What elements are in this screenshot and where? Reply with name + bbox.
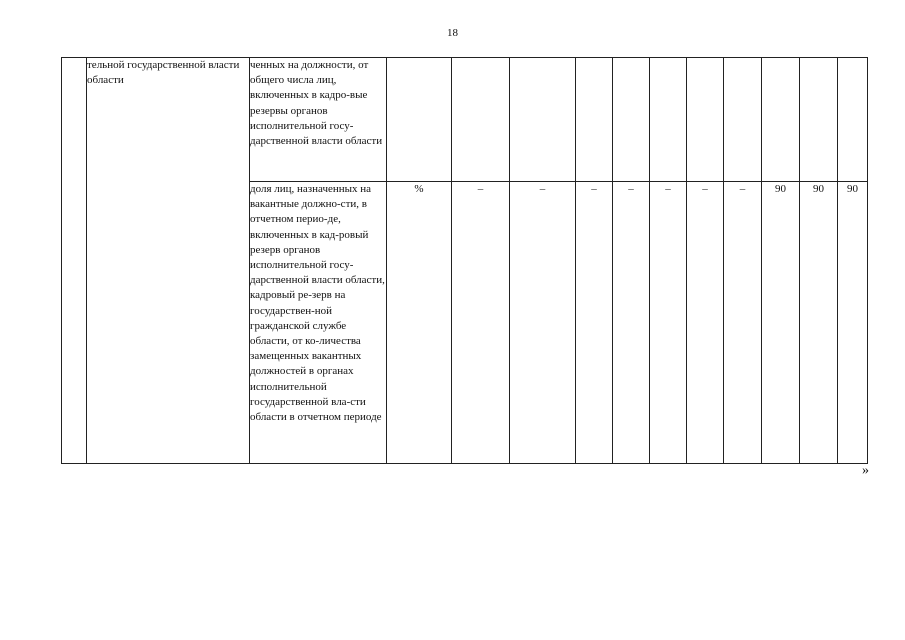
value-cell: – <box>452 182 510 464</box>
value-cell: – <box>613 182 650 464</box>
indicator-table <box>61 57 868 464</box>
value-cell: – <box>724 182 762 464</box>
table-row <box>62 58 868 182</box>
value-cell: – <box>576 182 613 464</box>
value-cell: – <box>650 182 687 464</box>
value-cell <box>800 58 838 182</box>
goal-cell: тельной государственной власти области <box>87 58 250 464</box>
closing-quote-mark: » <box>862 463 869 478</box>
indicator-cell: доля лиц, назначенных на вакантные должно-сти, в отчетном перио-де, включенных в кад-ровый резерв органов исполнительной госу-дарственной власти области, кадровый ре-зерв на государствен-ной гражданской службе области, от ко-личества замещенных вакантных должностей в органах исполнительной государственной вла-сти области в отчетном периоде <box>250 182 387 464</box>
value-cell <box>452 58 510 182</box>
value-cell <box>687 58 724 182</box>
value-cell: 90 <box>838 182 868 464</box>
page-number: 18 <box>447 27 458 39</box>
value-cell <box>762 58 800 182</box>
unit-cell <box>387 58 452 182</box>
unit-cell: % <box>387 182 452 464</box>
indicator-cell: ченных на должности, от общего числа лиц, включенных в кадро-вые резервы органов исполнительной госу-дарственной власти области <box>250 58 387 182</box>
value-cell: – <box>510 182 576 464</box>
value-cell: 90 <box>762 182 800 464</box>
value-cell <box>838 58 868 182</box>
number-cell <box>62 58 87 464</box>
value-cell <box>724 58 762 182</box>
value-cell <box>576 58 613 182</box>
value-cell <box>613 58 650 182</box>
value-cell: – <box>687 182 724 464</box>
value-cell <box>510 58 576 182</box>
value-cell: 90 <box>800 182 838 464</box>
value-cell <box>650 58 687 182</box>
